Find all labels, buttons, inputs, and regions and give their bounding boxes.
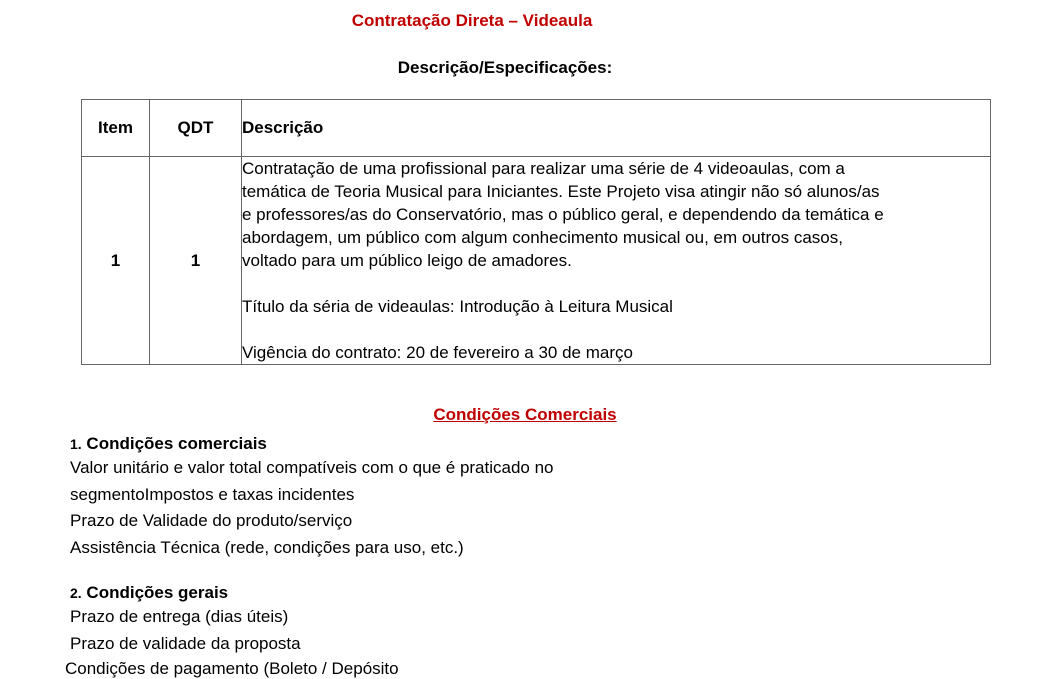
cell-description	[242, 157, 991, 365]
specifications-subtitle: Descrição/Especificações:	[397, 58, 613, 77]
table-row	[82, 157, 991, 365]
contract-term: Vigência do contrato: 20 de fevereiro a 30 de março	[242, 343, 633, 362]
series-title: Título da séria de videaulas: Introdução à Leitura Musical	[242, 297, 673, 316]
section-heading-text: Condições comerciais	[86, 434, 267, 453]
table-header-row	[82, 100, 991, 157]
section-number: 2.	[70, 585, 82, 601]
commercial-conditions-heading	[70, 433, 554, 455]
condition-line: segmentoImpostos e taxas incidentes	[70, 484, 355, 504]
condition-line: Valor unitário e valor total compatíveis com o que é praticado no	[70, 458, 554, 477]
cell-qdt: 1	[150, 157, 242, 365]
description-line: e professores/as do Conservatório, mas o público geral, e dependendo da temática e	[242, 205, 884, 224]
condition-line: Assistência Técnica (rede, condições para uso, etc.)	[70, 537, 464, 557]
commercial-conditions-block	[70, 433, 554, 561]
header-description: Descrição	[242, 100, 991, 157]
cell-item: 1	[82, 157, 150, 365]
general-conditions-heading	[70, 582, 301, 604]
commercial-conditions-title: Condições Comerciais	[433, 405, 617, 424]
general-conditions-block	[70, 582, 301, 657]
section-heading-text: Condições gerais	[86, 583, 229, 602]
specifications-table	[81, 99, 991, 365]
condition-line: Prazo de Validade do produto/serviço	[70, 511, 353, 530]
payment-conditions-line: Condições de pagamento (Boleto / Depósito	[65, 659, 399, 678]
header-qdt: QDT	[150, 100, 242, 157]
section-number: 1.	[70, 436, 82, 452]
header-item: Item	[82, 100, 150, 157]
condition-line: Prazo de entrega (dias úteis)	[70, 607, 289, 626]
description-line: voltado para um público leigo de amadores.	[242, 251, 572, 270]
document-title: Contratação Direta – Videaula	[351, 11, 593, 30]
description-line: temática de Teoria Musical para Iniciantes. Este Projeto visa atingir não só alunos/as	[242, 182, 880, 201]
description-line: Contratação de uma profissional para realizar uma série de 4 videoaulas, com a	[242, 159, 845, 178]
description-line: abordagem, um público com algum conhecimento musical ou, em outros casos,	[242, 228, 843, 247]
condition-line: Prazo de validade da proposta	[70, 633, 301, 653]
